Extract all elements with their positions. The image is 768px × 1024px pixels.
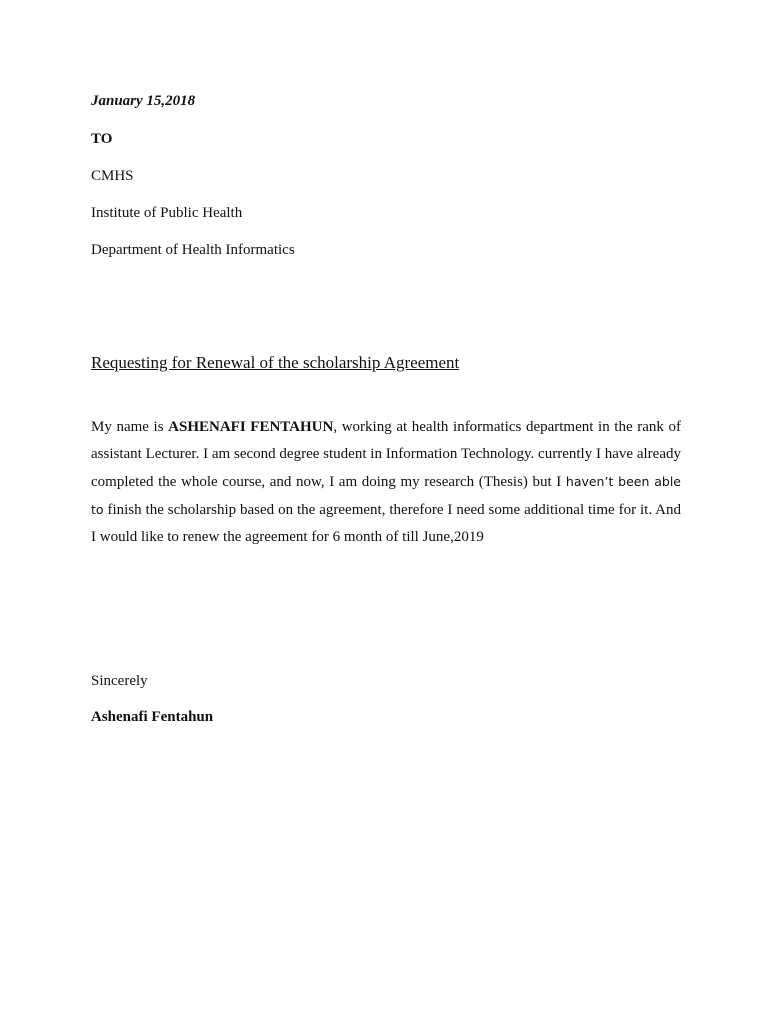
- letter-signature: Ashenafi Fentahun: [91, 709, 214, 725]
- body-part-1: , working at health informatics department in the rank of assistant Lecturer. I am second degree student in Information Technology. currently I have already completed the whole course, and now, I am doing my research (Thesis) but I: [91, 419, 681, 490]
- letter-date: January 15,2018: [91, 93, 196, 109]
- recipient-line-3: Department of Health Informatics: [91, 242, 295, 258]
- recipient-line-2: Institute of Public Health: [91, 205, 243, 221]
- body-part-3: finish the scholarship based on the agreement, therefore I need some additional time for it. And I would like to renew the agreement for 6 month of till June,2019: [91, 502, 681, 545]
- body-intro: My name is: [91, 419, 169, 435]
- letter-closing: Sincerely: [91, 673, 148, 689]
- letter-subject: Requesting for Renewal of the scholarship Agreement: [91, 353, 460, 372]
- letter-body: [91, 414, 681, 551]
- to-label: TO: [91, 131, 113, 147]
- body-name: ASHENAFI FENTAHUN: [168, 419, 334, 435]
- body-part-2: haven’t been able to: [91, 474, 681, 517]
- recipient-line-1: CMHS: [91, 168, 134, 184]
